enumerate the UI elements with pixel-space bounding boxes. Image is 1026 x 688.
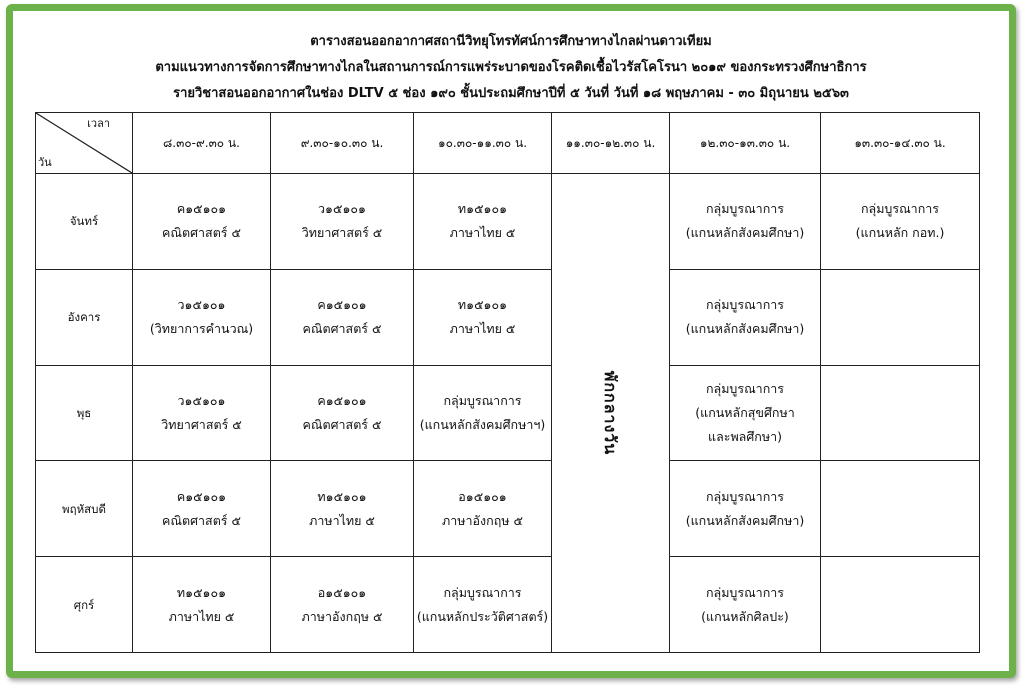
schedule-cell — [670, 461, 821, 557]
table-row — [36, 269, 980, 365]
subject-line: ภาษาอังกฤษ ๕ — [442, 512, 523, 528]
subject-line: กลุ่มบูรณาการ — [705, 297, 785, 313]
subject-line: กลุ่มบูรณาการ — [705, 201, 785, 217]
subject-line: กลุ่มบูรณาการ — [860, 201, 940, 217]
time-slot-header: ๘.๓๐-๙.๓๐ น. — [133, 113, 271, 174]
subject-line: ค๑๕๑๐๑ — [176, 201, 227, 217]
subject-line: ท๑๕๑๐๑ — [317, 488, 367, 504]
subject-line: (แกนหลักสุขศึกษา — [695, 404, 795, 420]
subject-line: ภาษาไทย ๕ — [168, 608, 235, 624]
time-slot-header: ๑๓.๓๐-๑๔.๓๐ น. — [821, 113, 980, 174]
lunch-break-cell — [552, 174, 670, 653]
schedule-cell — [271, 461, 414, 557]
schedule-cell — [670, 557, 821, 653]
subject-line: ท๑๕๑๐๑ — [457, 297, 508, 313]
schedule-cell — [133, 461, 271, 557]
subject-line: และพลศึกษา) — [708, 428, 782, 444]
schedule-cell — [271, 557, 414, 653]
subject-line: (แกนหลักศิลปะ) — [701, 608, 789, 624]
subject-line: กลุ่มบูรณาการ — [443, 584, 522, 600]
schedule-header — [13, 29, 1009, 107]
schedule-cell — [133, 174, 271, 270]
schedule-cell — [821, 174, 980, 270]
table-row — [36, 365, 980, 461]
schedule-cell — [670, 365, 821, 461]
header-line-1: ตารางสอนออกอากาศสถานีวิทยุโทรทัศน์การศึกษาทางไกลผ่านดาวเทียม — [310, 34, 712, 49]
header-line-2: ตามแนวทางการจัดการศึกษาทางไกลในสถานการณ์การแพร่ระบาดของโรคติดเชื้อไวรัสโคโรนา ๒๐๑๙ ของกระทรวงศึกษาธิการ — [155, 60, 867, 75]
schedule-cell — [414, 461, 552, 557]
header-row — [36, 113, 980, 174]
subject-line: ค๑๕๑๐๑ — [317, 392, 367, 408]
subject-line: ภาษาไทย ๕ — [449, 225, 516, 241]
schedule-cell — [271, 269, 414, 365]
schedule-cell — [414, 557, 552, 653]
corner-day-label: วัน — [38, 156, 52, 169]
subject-line: อ๑๕๑๐๑ — [317, 584, 367, 600]
schedule-cell — [133, 557, 271, 653]
schedule-cell — [670, 174, 821, 270]
subject-line: กลุ่มบูรณาการ — [443, 392, 522, 408]
subject-line: (แกนหลักสังคมศึกษา) — [685, 321, 805, 337]
time-slot-header: ๑๒.๓๐-๑๓.๓๐ น. — [670, 113, 821, 174]
schedule-cell — [271, 174, 414, 270]
subject-line: วิทยาศาสตร์ ๕ — [301, 225, 383, 241]
table-row — [36, 461, 980, 557]
schedule-cell — [821, 269, 980, 365]
subject-line: อ๑๕๑๐๑ — [458, 488, 507, 504]
subject-line: ค๑๕๑๐๑ — [317, 297, 367, 313]
day-label: จันทร์ — [36, 174, 133, 270]
subject-line: ว๑๕๑๐๑ — [177, 297, 226, 313]
subject-line: (แกนหลักสังคมศึกษาฯ) — [419, 416, 546, 432]
header-line-3: รายวิชาสอนออกอากาศในช่อง DLTV ๕ ช่อง ๑๙๐ ชั้นประถมศึกษาปีที่ ๕ วันที่ วันที่ ๑๘ พฤษภาคม - ๓๐ มิถุนายน ๒๕๖๓ — [173, 86, 849, 101]
subject-line: กลุ่มบูรณาการ — [705, 584, 785, 600]
day-label: อังคาร — [36, 269, 133, 365]
subject-line: (แกนหลักสังคมศึกษา) — [685, 512, 805, 528]
schedule-body — [36, 174, 980, 653]
corner-cell — [36, 113, 133, 174]
schedule-cell — [271, 365, 414, 461]
subject-line: ท๑๕๑๐๑ — [457, 201, 508, 217]
time-slot-header: ๙.๓๐-๑๐.๓๐ น. — [271, 113, 414, 174]
subject-line: (แกนหลักสังคมศึกษา) — [685, 225, 805, 241]
subject-line: (แกนหลัก กอท.) — [855, 225, 945, 241]
schedule-table — [35, 112, 980, 653]
schedule-cell — [133, 365, 271, 461]
subject-line: คณิตศาสตร์ ๕ — [162, 512, 241, 528]
subject-line: ว๑๕๑๐๑ — [318, 201, 366, 217]
day-label: พุธ — [36, 365, 133, 461]
subject-line: (แกนหลักประวัติศาสตร์) — [416, 608, 549, 624]
subject-line: (วิทยาการคำนวณ) — [149, 321, 254, 337]
subject-line: คณิตศาสตร์ ๕ — [302, 321, 382, 337]
corner-time-label: เวลา — [87, 117, 110, 130]
subject-line: ท๑๕๑๐๑ — [176, 584, 227, 600]
schedule-cell — [414, 269, 552, 365]
subject-line: คณิตศาสตร์ ๕ — [302, 416, 382, 432]
time-slot-header: ๑๐.๓๐-๑๑.๓๐ น. — [414, 113, 552, 174]
lunch-break-label: พักกลางวัน — [601, 370, 621, 455]
schedule-cell — [821, 461, 980, 557]
table-row — [36, 174, 980, 270]
schedule-cell — [821, 557, 980, 653]
subject-line: กลุ่มบูรณาการ — [705, 488, 785, 504]
subject-line: วิทยาศาสตร์ ๕ — [161, 416, 242, 432]
subject-line: ภาษาไทย ๕ — [309, 512, 375, 528]
subject-line: ภาษาอังกฤษ ๕ — [301, 608, 383, 624]
table-row — [36, 557, 980, 653]
day-label: ศุกร์ — [36, 557, 133, 653]
subject-line: ค๑๕๑๐๑ — [176, 488, 227, 504]
schedule-cell — [414, 365, 552, 461]
subject-line: ภาษาไทย ๕ — [449, 321, 516, 337]
schedule-cell — [133, 269, 271, 365]
subject-line: กลุ่มบูรณาการ — [705, 380, 785, 396]
time-slot-header: ๑๑.๓๐-๑๒.๓๐ น. — [552, 113, 670, 174]
schedule-cell — [670, 269, 821, 365]
day-label: พฤหัสบดี — [36, 461, 133, 557]
subject-line: ว๑๕๑๐๑ — [177, 392, 226, 408]
schedule-cell — [414, 174, 552, 270]
schedule-cell — [821, 365, 980, 461]
subject-line: คณิตศาสตร์ ๕ — [162, 225, 241, 241]
